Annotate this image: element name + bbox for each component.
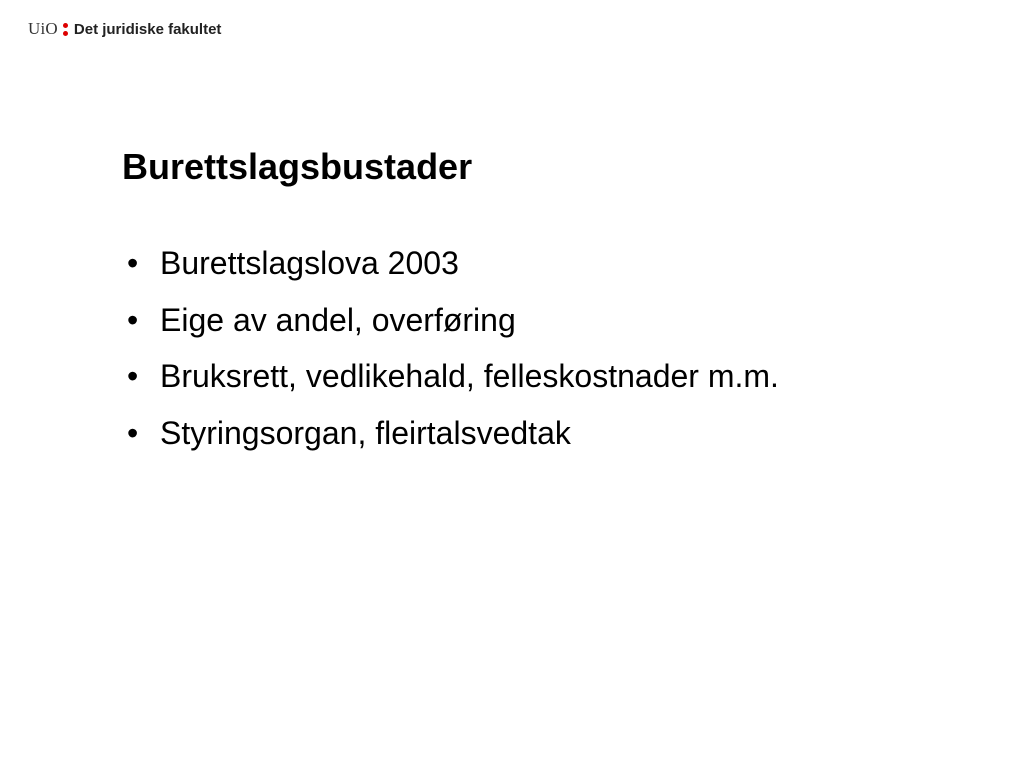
uio-header (28, 18, 221, 40)
bullet-icon: • (127, 414, 139, 451)
faculty-name: Det juridiske fakultet (73, 20, 222, 38)
bullet-item (122, 235, 779, 292)
bullet-text: Bruksrett, vedlikehald, felleskostnader m.m. (160, 358, 779, 394)
uio-logo-colon-icon (63, 21, 68, 37)
uio-logo-text: UiO (28, 19, 58, 38)
bullet-icon: • (127, 245, 139, 281)
bullet-text: Eige av andel, overføring (160, 301, 516, 338)
bullet-item (122, 348, 779, 405)
slide-title: Burettslagsbustader (122, 146, 473, 187)
bullet-icon: • (127, 301, 139, 338)
bullet-text: Burettslagslova 2003 (160, 245, 459, 281)
bullet-icon: • (127, 358, 139, 394)
bullet-item (122, 292, 779, 349)
bullet-text: Styringsorgan, fleirtalsvedtak (160, 414, 571, 451)
bullet-list (122, 235, 779, 461)
bullet-item (122, 405, 779, 462)
